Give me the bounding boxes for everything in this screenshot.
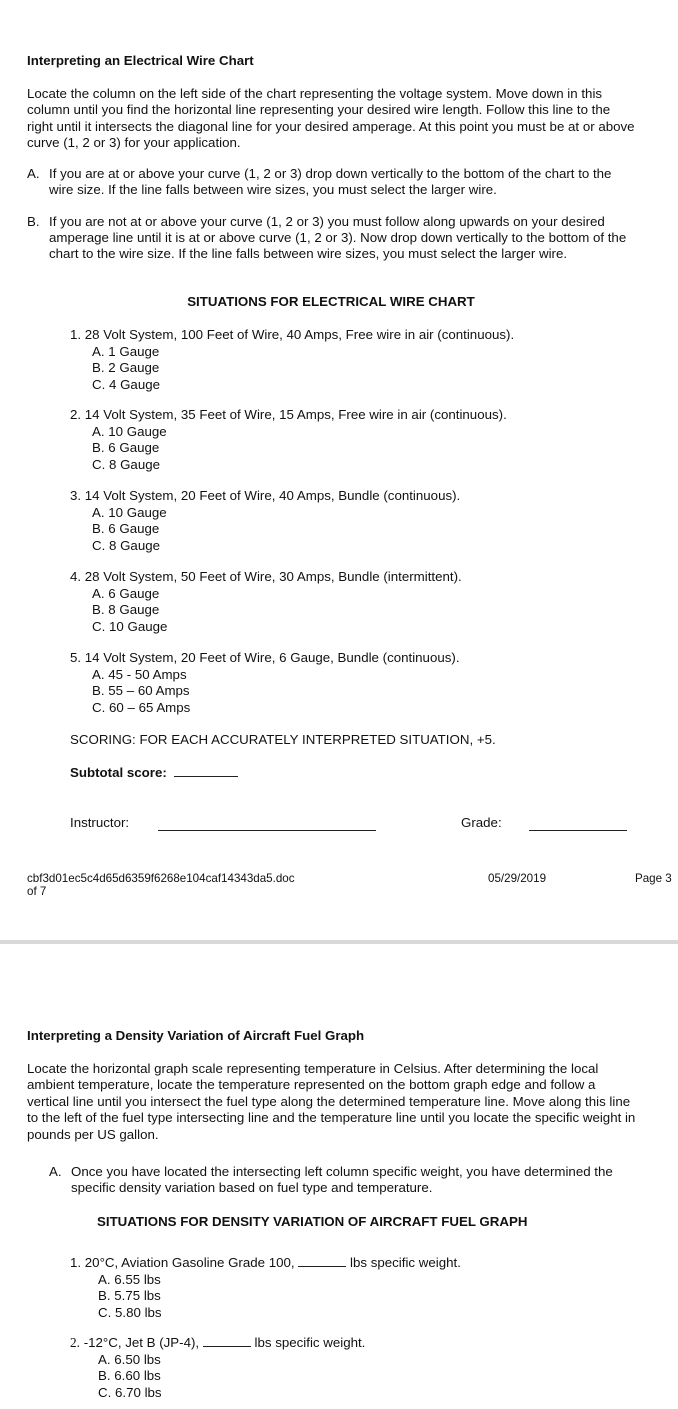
situation-question [70,1335,630,1352]
situation-question: 3. 14 Volt System, 20 Feet of Wire, 40 Amps, Bundle (continuous). [70,488,461,503]
grade-label: Grade: [461,815,502,830]
document-page-4 [0,948,678,1409]
instructor-blank[interactable] [158,816,376,831]
situation-question: 5. 14 Volt System, 20 Feet of Wire, 6 Gauge, Bundle (continuous). [70,650,460,665]
scoring-text: SCORING: FOR EACH ACCURATELY INTERPRETED SITUATION, +5. [70,732,496,747]
grade-blank[interactable] [529,816,627,831]
footer-file-text: cbf3d01ec5c4d65d6359f6268e104caf14343da5.doc [27,872,295,885]
subtotal-blank[interactable] [174,776,238,777]
answer-option: B. 55 – 60 Amps [92,683,190,699]
answer-option: C. 6.70 lbs [98,1385,162,1401]
item-text: Once you have located the intersecting left column specific weight, you have determined the specific density variation based on fuel type and temperature. [71,1164,613,1196]
subtotal-label: Subtotal score: [70,765,167,780]
answer-option: C. 8 Gauge [92,457,161,473]
instructor-label: Instructor: [70,815,130,830]
answer-blank[interactable] [298,1266,346,1267]
footer-of-text: of 7 [27,885,47,898]
answer-option: A. 10 Gauge [92,504,167,520]
answer-option: B. 6 Gauge [92,521,160,537]
situation-question: 2. 14 Volt System, 35 Feet of Wire, 15 Amps, Free wire in air (continuous). [70,407,507,422]
situation-3 [70,488,630,555]
answer-option: A. 10 Gauge [92,423,167,439]
situation-1 [70,327,630,394]
item-label: A. [49,1164,62,1179]
fuel-situation-2 [70,1335,630,1402]
situation-4 [70,569,630,636]
item-text: If you are at or above your curve (1, 2 or 3) drop down vertically to the bottom of the chart to the wire size. If the line falls between wire sizes, you must select the larger wire. [49,166,612,198]
footer-page-number: Page 3 [635,872,672,885]
answer-option: C. 4 Gauge [92,377,161,393]
situation-2 [70,407,630,474]
question-suffix: lbs specific weight. [350,1255,461,1270]
question-number: 2. [70,1335,80,1350]
answer-option: C. 8 Gauge [92,538,161,554]
answer-option: B. 6 Gauge [92,440,160,456]
footer-date: 05/29/2019 [488,872,547,885]
fuel-situation-1 [70,1255,630,1322]
situations-heading: SITUATIONS FOR ELECTRICAL WIRE CHART [187,294,475,309]
footer-filename [27,872,295,898]
page-divider [0,940,678,944]
situation-5 [70,650,630,717]
answer-option: C. 10 Gauge [92,619,168,635]
section-title: Interpreting an Electrical Wire Chart [27,53,254,68]
item-label: A. [27,166,40,181]
question-suffix: lbs specific weight. [254,1335,366,1350]
answer-option: A. 45 - 50 Amps [92,666,187,682]
answer-option: A. 6.50 lbs [98,1351,161,1367]
answer-option: A. 1 Gauge [92,343,160,359]
situation-question: 4. 28 Volt System, 50 Feet of Wire, 30 Amps, Bundle (intermittent). [70,569,462,584]
answer-blank[interactable] [203,1346,251,1347]
item-label: B. [27,214,40,229]
answer-option: B. 2 Gauge [92,360,160,376]
answer-option: C. 5.80 lbs [98,1305,162,1321]
item-text: If you are not at or above your curve (1, 2 or 3) you must follow along upwards on your desired amperage line until it is at or above curve (1, 2 or 3). Now drop down vertically to the bottom of the chart to the wire size. If the line falls between wire sizes, you must select the larger wire. [49,214,627,262]
answer-option: A. 6 Gauge [92,585,160,601]
subtotal-row [70,765,238,780]
answer-option: B. 8 Gauge [92,602,160,618]
situation-question: 1. 28 Volt System, 100 Feet of Wire, 40 Amps, Free wire in air (continuous). [70,327,515,342]
answer-option: A. 6.55 lbs [98,1271,161,1287]
answer-option: C. 60 – 65 Amps [92,700,191,716]
situations-heading: SITUATIONS FOR DENSITY VARIATION OF AIRCRAFT FUEL GRAPH [97,1214,528,1229]
section-title: Interpreting a Density Variation of Aircraft Fuel Graph [27,1028,365,1043]
intro-paragraph: Locate the column on the left side of the chart representing the voltage system. Move down in this column until you find the horizontal line representing your desired wire length. Follow this line to the right until it intersects the diagonal line for your desired amperage. At this point you must be at or above curve (1, 2 or 3) for your application. [27,86,635,151]
answer-option: B. 5.75 lbs [98,1288,161,1304]
question-text: -12°C, Jet B (JP-4), [83,1335,200,1350]
situation-question [70,1255,630,1272]
question-text: 1. 20°C, Aviation Gasoline Grade 100, [70,1255,295,1270]
answer-option: B. 6.60 lbs [98,1368,161,1384]
intro-paragraph: Locate the horizontal graph scale representing temperature in Celsius. After determining the local ambient temperature, locate the temperature represented on the bottom graph edge and follow a vertical line until you intersect the fuel type along the determined temperature line. Move along this line to the left of the fuel type intersecting line and the temperature line until you locate the specific weight in pounds per US gallon. [27,1061,636,1142]
